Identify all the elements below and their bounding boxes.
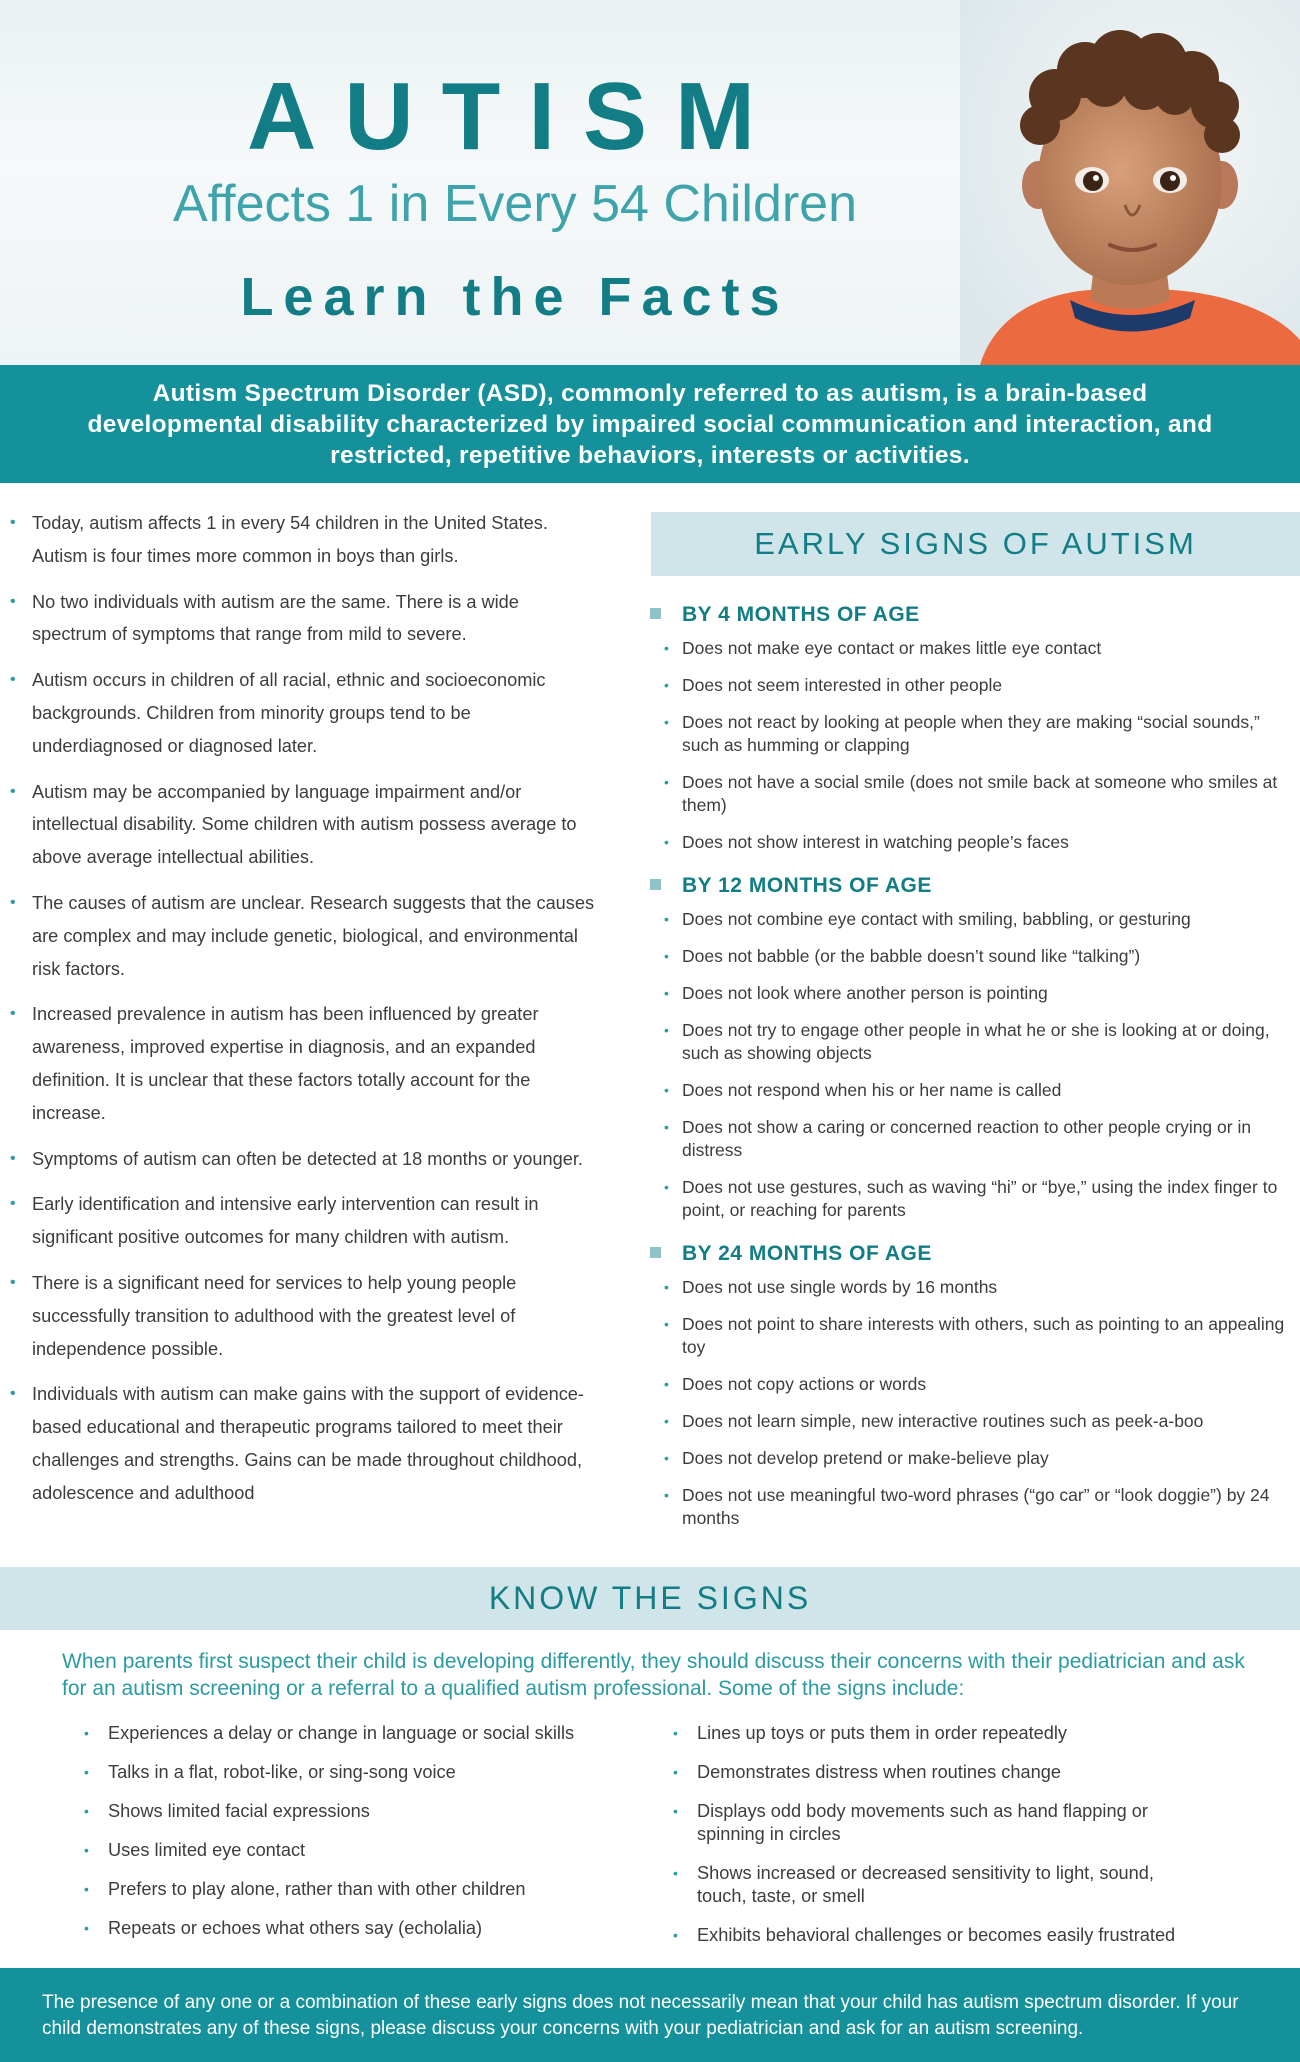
age-group-12-months: [650, 868, 1300, 1236]
bullet-icon: •: [664, 774, 669, 790]
bullet-icon: •: [664, 948, 669, 964]
bullet-icon: •: [10, 1195, 16, 1213]
list-item: • Does not use gestures, such as waving “hi” or “bye,” using the index finger to point, or reaching for parents: [664, 1177, 1278, 1220]
bullet-icon: •: [10, 1273, 16, 1291]
bullet-icon: •: [664, 985, 669, 1001]
footer-disclaimer: The presence of any one or a combination of these early signs does not necessarily mean that your child has autism spectrum disorder. If your child demonstrates any of these signs, please discuss your concerns with your pediatrician and ask for an autism screening.: [42, 1992, 1239, 2039]
bullet-icon: •: [10, 671, 16, 689]
square-bullet-icon: [650, 608, 661, 619]
bullet-icon: •: [673, 1927, 678, 1943]
list-item: • Prefers to play alone, rather than with other children: [84, 1879, 526, 1899]
list-item: • The causes of autism are unclear. Research suggests that the causes are complex and may include genetic, biological, and environmental risk factors.: [10, 887, 595, 985]
page-title: AUTISM: [247, 63, 783, 170]
bullet-icon: •: [664, 1279, 669, 1295]
list-item: • Lines up toys or puts them in order repeatedly: [673, 1723, 1068, 1743]
list-item: • Does not react by looking at people when they are making “social sounds,” such as humming or clapping: [664, 712, 1260, 755]
square-bullet-icon: [650, 879, 661, 890]
list-item: • Does not copy actions or words: [664, 1374, 927, 1394]
list-item: • Autism occurs in children of all racial, ethnic and socioeconomic backgrounds. Children from minority groups tend to be underdiagnosed or diagnosed later.: [10, 664, 595, 762]
header-banner: [0, 0, 1300, 365]
list-item: • Symptoms of autism can often be detected at 18 months or younger.: [10, 1143, 595, 1176]
list-item: • No two individuals with autism are the same. There is a wide spectrum of symptoms that range from mild to severe.: [10, 586, 595, 652]
list-item: • Does not combine eye contact with smiling, babbling, or gesturing: [664, 909, 1191, 929]
sign-list: [650, 908, 1300, 1222]
list-item: • Does not develop pretend or make-believe play: [664, 1448, 1049, 1468]
list-item: • Shows increased or decreased sensitivity to light, sound, touch, taste, or smell: [673, 1863, 1154, 1906]
list-item: • There is a significant need for services to help young people successfully transition to adulthood with the greatest level of independence possible.: [10, 1267, 595, 1365]
age-group-heading: BY 4 MONTHS OF AGE: [650, 597, 1300, 633]
bullet-icon: •: [673, 1803, 678, 1819]
bullet-icon: •: [10, 893, 16, 911]
list-item: • Repeats or echoes what others say (echolalia): [84, 1918, 483, 1938]
asd-definition: Autism Spectrum Disorder (ASD), commonly referred to as autism, is a brain-based developmental disability characterized by impaired social communication and interaction, and restricted, repetitive behaviors, interests or activities.: [87, 379, 1213, 469]
list-item: • Does not seem interested in other people: [664, 675, 1003, 695]
bullet-icon: •: [664, 1082, 669, 1098]
bullet-icon: •: [664, 677, 669, 693]
bullet-icon: •: [84, 1920, 89, 1936]
bullet-icon: •: [664, 1413, 669, 1429]
bullet-icon: •: [10, 514, 16, 531]
list-item: • Does not show interest in watching people’s faces: [664, 832, 1069, 852]
page-subtitle: Affects 1 in Every 54 Children: [172, 175, 858, 233]
list-item: • Does not point to share interests with others, such as pointing to an appealing toy: [664, 1314, 1285, 1357]
bullet-icon: •: [10, 1005, 16, 1023]
bullet-icon: •: [664, 714, 669, 730]
list-item: • Experiences a delay or change in language or social skills: [84, 1723, 575, 1743]
page-tagline: Learn the Facts: [240, 267, 790, 327]
list-item: • Does not have a social smile (does not smile back at someone who smiles at them): [664, 772, 1278, 815]
bullet-icon: •: [664, 1450, 669, 1466]
bullet-icon: •: [664, 834, 669, 850]
bullet-icon: •: [84, 1725, 89, 1741]
bullet-icon: •: [664, 640, 669, 656]
footer-band: [0, 1968, 1300, 2062]
bullet-icon: •: [664, 1119, 669, 1135]
age-group-heading: BY 24 MONTHS OF AGE: [650, 1236, 1300, 1272]
age-group-24-months: [650, 1236, 1300, 1544]
bullet-icon: •: [10, 1385, 16, 1403]
sign-list: [650, 637, 1300, 854]
list-item: • Individuals with autism can make gains with the support of evidence-based educational and therapeutic programs tailored to meet their challenges and strengths. Gains can be made throughout childhood, adolescence and adulthood: [10, 1378, 595, 1509]
know-signs-list-left: [84, 1722, 644, 1956]
bullet-icon: •: [664, 911, 669, 927]
list-item: • Talks in a flat, robot-like, or sing-song voice: [84, 1762, 456, 1782]
know-signs-header: [0, 1567, 1300, 1630]
bullet-icon: •: [84, 1842, 89, 1858]
bullet-icon: •: [84, 1764, 89, 1780]
bullet-icon: •: [664, 1316, 669, 1332]
list-item: • Does not try to engage other people in what he or she is looking at or doing, such as showing objects: [664, 1020, 1270, 1063]
intro-band: [0, 365, 1300, 483]
bullet-icon: •: [673, 1764, 678, 1780]
list-item: • Early identification and intensive early intervention can result in significant positive outcomes for many children with autism.: [10, 1188, 595, 1254]
bullet-icon: •: [10, 782, 16, 800]
list-item: • Does not babble (or the babble doesn’t sound like “talking”): [664, 946, 1141, 966]
age-group-heading: BY 12 MONTHS OF AGE: [650, 868, 1300, 904]
early-signs-title: EARLY SIGNS OF AUTISM: [754, 526, 1197, 561]
list-item: • Does not learn simple, new interactive routines such as peek-a-boo: [664, 1411, 1204, 1431]
bullet-icon: •: [10, 1149, 16, 1167]
bullet-icon: •: [673, 1725, 678, 1741]
bullet-icon: •: [673, 1865, 678, 1881]
child-photo-illustration: [960, 0, 1300, 365]
list-item: • Increased prevalence in autism has been influenced by greater awareness, improved expertise in diagnosis, and an expanded definition. It is unclear that these factors totally account for the increase.: [10, 998, 595, 1129]
list-item: • Does not respond when his or her name is called: [664, 1080, 1062, 1100]
early-signs-header: [651, 512, 1300, 576]
know-signs-list-right: [673, 1722, 1193, 1963]
list-item: • Does not use single words by 16 months: [664, 1277, 998, 1297]
list-item: • Displays odd body movements such as hand flapping or spinning in circles: [673, 1801, 1148, 1844]
know-signs-intro: When parents first suspect their child is developing differently, they should discuss their concerns with their pediatrician and ask for an autism screening or a referral to a qualified autism professional. Some of the signs include:: [62, 1650, 1245, 1700]
facts-list: [10, 507, 595, 1523]
list-item: • Does not make eye contact or makes little eye contact: [664, 638, 1102, 658]
bullet-icon: •: [664, 1487, 669, 1503]
bullet-icon: •: [664, 1376, 669, 1392]
bullet-icon: •: [84, 1881, 89, 1897]
list-item: • Does not look where another person is pointing: [664, 983, 1048, 1003]
child-photo: [960, 0, 1300, 365]
bullet-icon: •: [10, 592, 16, 610]
list-item: • Demonstrates distress when routines change: [673, 1762, 1061, 1782]
list-item: • Exhibits behavioral challenges or becomes easily frustrated: [673, 1925, 1176, 1945]
bullet-icon: •: [664, 1022, 669, 1038]
square-bullet-icon: [650, 1247, 661, 1258]
list-item: • Today, autism affects 1 in every 54 children in the United States. Autism is four times more common in boys than girls.: [10, 507, 595, 573]
list-item: • Does not use meaningful two-word phrases (“go car” or “look doggie”) by 24 months: [664, 1485, 1270, 1528]
bullet-icon: •: [664, 1179, 669, 1195]
bullet-icon: •: [84, 1803, 89, 1819]
list-item: • Uses limited eye contact: [84, 1840, 306, 1860]
list-item: • Does not show a caring or concerned reaction to other people crying or in distress: [664, 1117, 1252, 1160]
sign-list: [650, 1276, 1300, 1530]
list-item: • Autism may be accompanied by language impairment and/or intellectual disability. Some children with autism possess average to above average intellectual abilities.: [10, 776, 595, 874]
list-item: • Shows limited facial expressions: [84, 1801, 370, 1821]
know-signs-title: KNOW THE SIGNS: [488, 1580, 812, 1616]
age-group-4-months: [650, 597, 1300, 868]
